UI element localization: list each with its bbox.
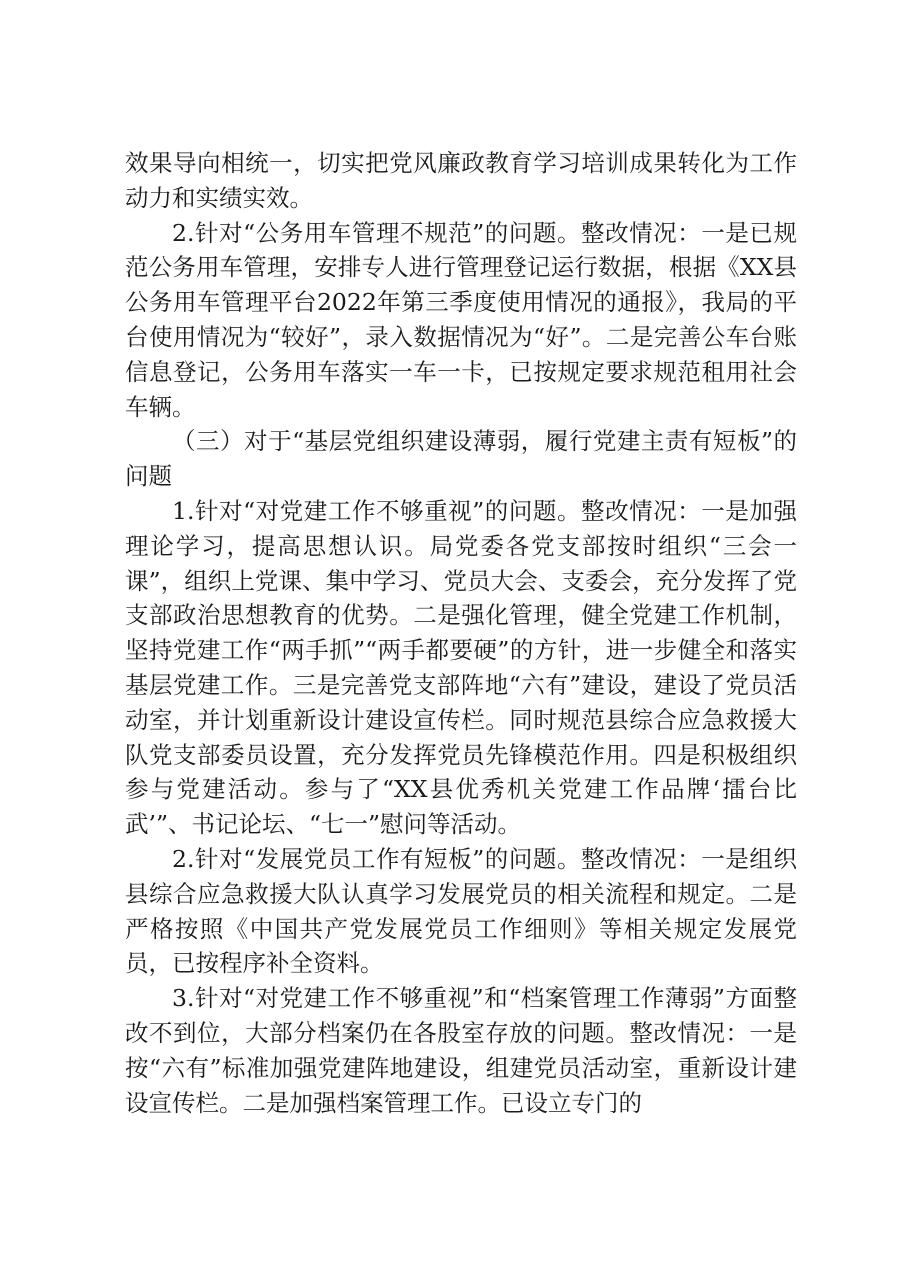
- document-body: [125, 146, 797, 1120]
- paragraph-party-building: 1.针对“对党建工作不够重视”的问题。整改情况：一是加强理论学习，提高思想认识。局党委各党支部按时组织“三会一课”，组织上党课、集中学习、党员大会、支委会，充分发挥了党支部政治思想教育的优势。二是强化管理，健全党建工作机制，坚持党建工作“两手抓”“两手都要硬”的方针，进一步健全和落实基层党建工作。三是完善党支部阵地“六有”建设，建设了党员活动室，并计划重新设计建设宣传栏。同时规范县综合应急救援大队党支部委员设置，充分发挥党员先锋模范作用。四是积极组织参与党建活动。参与了“XX县优秀机关党建工作品牌‘擂台比武’”、书记论坛、“七一”慰问等活动。: [125, 496, 797, 839]
- paragraph-continuation: 效果导向相统一，切实把党风廉政教育学习培训成果转化为工作动力和实绩实效。: [125, 149, 797, 212]
- paragraph-party-member-development: 2.针对“发展党员工作有短板”的问题。整改情况：一是组织县综合应急救援大队认真学习发展党员的相关流程和规定。二是严格按照《中国共产党发展党员工作细则》等相关规定发展党员，已按程序补全资料。: [125, 844, 797, 978]
- paragraph-official-vehicle: 2.针对“公务用车管理不规范”的问题。整改情况：一是已规范公务用车管理，安排专人进行管理登记运行数据，根据《XX县公务用车管理平台2022年第三季度使用情况的通报》，我局的平台使用情况为“较好”，录入数据情况为“好”。二是完善公车台账信息登记，公务用车落实一车一卡，已按规定要求规范租用社会车辆。: [125, 218, 797, 421]
- section-heading-3: （三）对于“基层党组织建设薄弱，履行党建主责有短板”的问题: [125, 427, 797, 491]
- paragraph-archive-management: 3.针对“对党建工作不够重视”和“档案管理工作薄弱”方面整改不到位，大部分档案仍在各股室存放的问题。整改情况：一是按“六有”标准加强党建阵地建设，组建党员活动室，重新设计建设宣传栏。二是加强档案管理工作。已设立专门的: [125, 984, 797, 1117]
